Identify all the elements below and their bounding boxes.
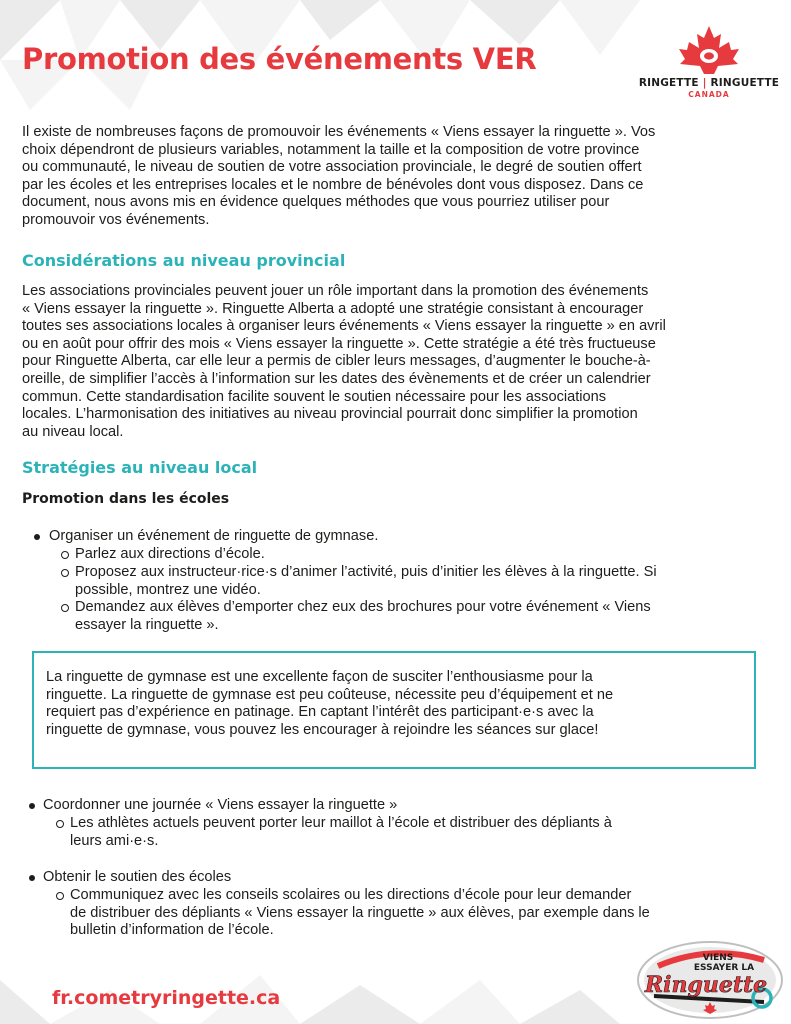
- text-line: pour Ringuette Alberta, car elle leur a permis de cibler leurs messages, d’augmenter le bouche-à-: [22, 353, 651, 370]
- bullet-dot: [29, 875, 35, 881]
- intro-paragraph: [22, 124, 774, 230]
- text-line: promouvoir vos événements.: [22, 211, 210, 228]
- svg-text:VIENS: VIENS: [702, 953, 734, 963]
- sub-bullet-circle: [61, 604, 69, 612]
- text-line: ringuette de gymnase, vous pouvez les encourager à rejoindre les séances sur glace!: [46, 721, 599, 738]
- heading-provincial: Considérations au niveau provincial: [22, 251, 346, 270]
- text-line: Les athlètes actuels peuvent porter leur maillot à l’école et distribuer des dépliants à: [70, 815, 612, 831]
- bullet-item: Coordonner une journée « Viens essayer la ringuette »: [43, 797, 398, 813]
- text-line: Communiquez avec les conseils scolaires ou les directions d’école pour leur demander: [70, 887, 632, 903]
- text-line: requiert pas d’expérience en patinage. En captant l’intérêt des participant·e·s avec la: [46, 704, 594, 721]
- bullet-item: Organiser un événement de ringuette de gymnase.: [49, 528, 379, 544]
- text-line: par les écoles et les entreprises locales et le nombre de bénévoles dont vous disposez. Dans ce: [22, 176, 644, 193]
- sub-bullet-circle: [61, 551, 69, 559]
- sub-bullet-item: Parlez aux directions d’école.: [75, 546, 265, 562]
- text-line: possible, montrez une vidéo.: [75, 581, 261, 598]
- sub-bullet-circle: [56, 892, 64, 900]
- sub-bullet-item: [70, 815, 760, 850]
- text-line: choix dépendront de plusieurs variables, notamment la taille et la composition de votre province: [22, 141, 640, 158]
- text-line: essayer la ringuette ».: [75, 616, 219, 633]
- text-line: oreille, de simplifier l’accès à l’information sur les dates des évènements et de créer un calendrier: [22, 370, 651, 387]
- text-line: Demandez aux élèves d’emporter chez eux des brochures pour votre événement « Viens: [75, 599, 651, 615]
- text-line: de distribuer des dépliants « Viens essayer la ringuette » aux élèves, par exemple dans le: [70, 904, 650, 921]
- callout-box: [32, 651, 756, 769]
- text-line: La ringuette de gymnase est une excellente façon de susciter l’enthousiasme pour la: [46, 669, 593, 685]
- text-line: bulletin d’information de l’école.: [70, 922, 274, 939]
- bullet-item: Obtenir le soutien des écoles: [43, 869, 232, 885]
- callout-text: [46, 669, 736, 739]
- sub-bullet-item: [75, 599, 765, 634]
- text-line: document, nous avons mis en évidence quelques méthodes que vous pourriez utiliser pour: [22, 194, 610, 211]
- svg-text:ESSAYER LA: ESSAYER LA: [693, 963, 755, 973]
- logo-country: CANADA: [688, 90, 730, 99]
- provincial-paragraph: [22, 283, 774, 441]
- maple-leaf-ring-icon: [634, 22, 784, 78]
- page-title: Promotion des événements VER: [22, 42, 537, 76]
- bullet-dot: [29, 803, 35, 809]
- sub-bullet-item: [70, 887, 760, 940]
- bullet-dot: [34, 534, 40, 540]
- sub-bullet-item: [75, 564, 765, 599]
- logo-wordmark: RINGETTE | RINGUETTE: [638, 77, 780, 89]
- text-line: Proposez aux instructeur·rice·s d’animer l’activité, puis d’initier les élèves à la ringuette. Si: [75, 564, 657, 580]
- text-line: commun. Cette standardisation facilite souvent le soutien nécessaire pour les associations: [22, 388, 607, 405]
- svg-text:Ringuette: Ringuette: [644, 972, 768, 998]
- text-line: au niveau local.: [22, 423, 124, 440]
- text-line: Il existe de nombreuses façons de promouvoir les événements « Viens essayer la ringuette ». Vos: [22, 124, 656, 140]
- text-line: leurs ami·e·s.: [70, 832, 159, 849]
- text-line: locales. L’harmonisation des initiatives au niveau provincial pourrait donc simplifier la promotion: [22, 406, 638, 423]
- viens-essayer-ringuette-badge-icon: [636, 936, 784, 1020]
- text-line: ou en août pour offrir des mois « Viens essayer la ringuette ». Cette stratégie a été très fructueuse: [22, 335, 656, 352]
- subheading-schools: Promotion dans les écoles: [22, 491, 230, 507]
- text-line: toutes ses associations locales à organiser leurs événements « Viens essayer la ringuette » en avril: [22, 318, 666, 335]
- text-line: ringuette. La ringuette de gymnase est peu coûteuse, nécessite peu d’équipement et ne: [46, 686, 614, 703]
- heading-local: Stratégies au niveau local: [22, 458, 258, 477]
- text-line: « Viens essayer la ringuette ». Ringuette Alberta a adopté une stratégie consistant à encourager: [22, 300, 644, 317]
- text-line: Les associations provinciales peuvent jouer un rôle important dans la promotion des événements: [22, 283, 649, 299]
- text-line: ou communauté, le niveau de soutien de votre association provinciale, le degré de soutien offert: [22, 159, 642, 176]
- sub-bullet-circle: [56, 820, 64, 828]
- ringette-canada-logo: [634, 22, 784, 102]
- sub-bullet-circle: [61, 569, 69, 577]
- footer-url-link[interactable]: fr.cometryringette.ca: [52, 987, 281, 1009]
